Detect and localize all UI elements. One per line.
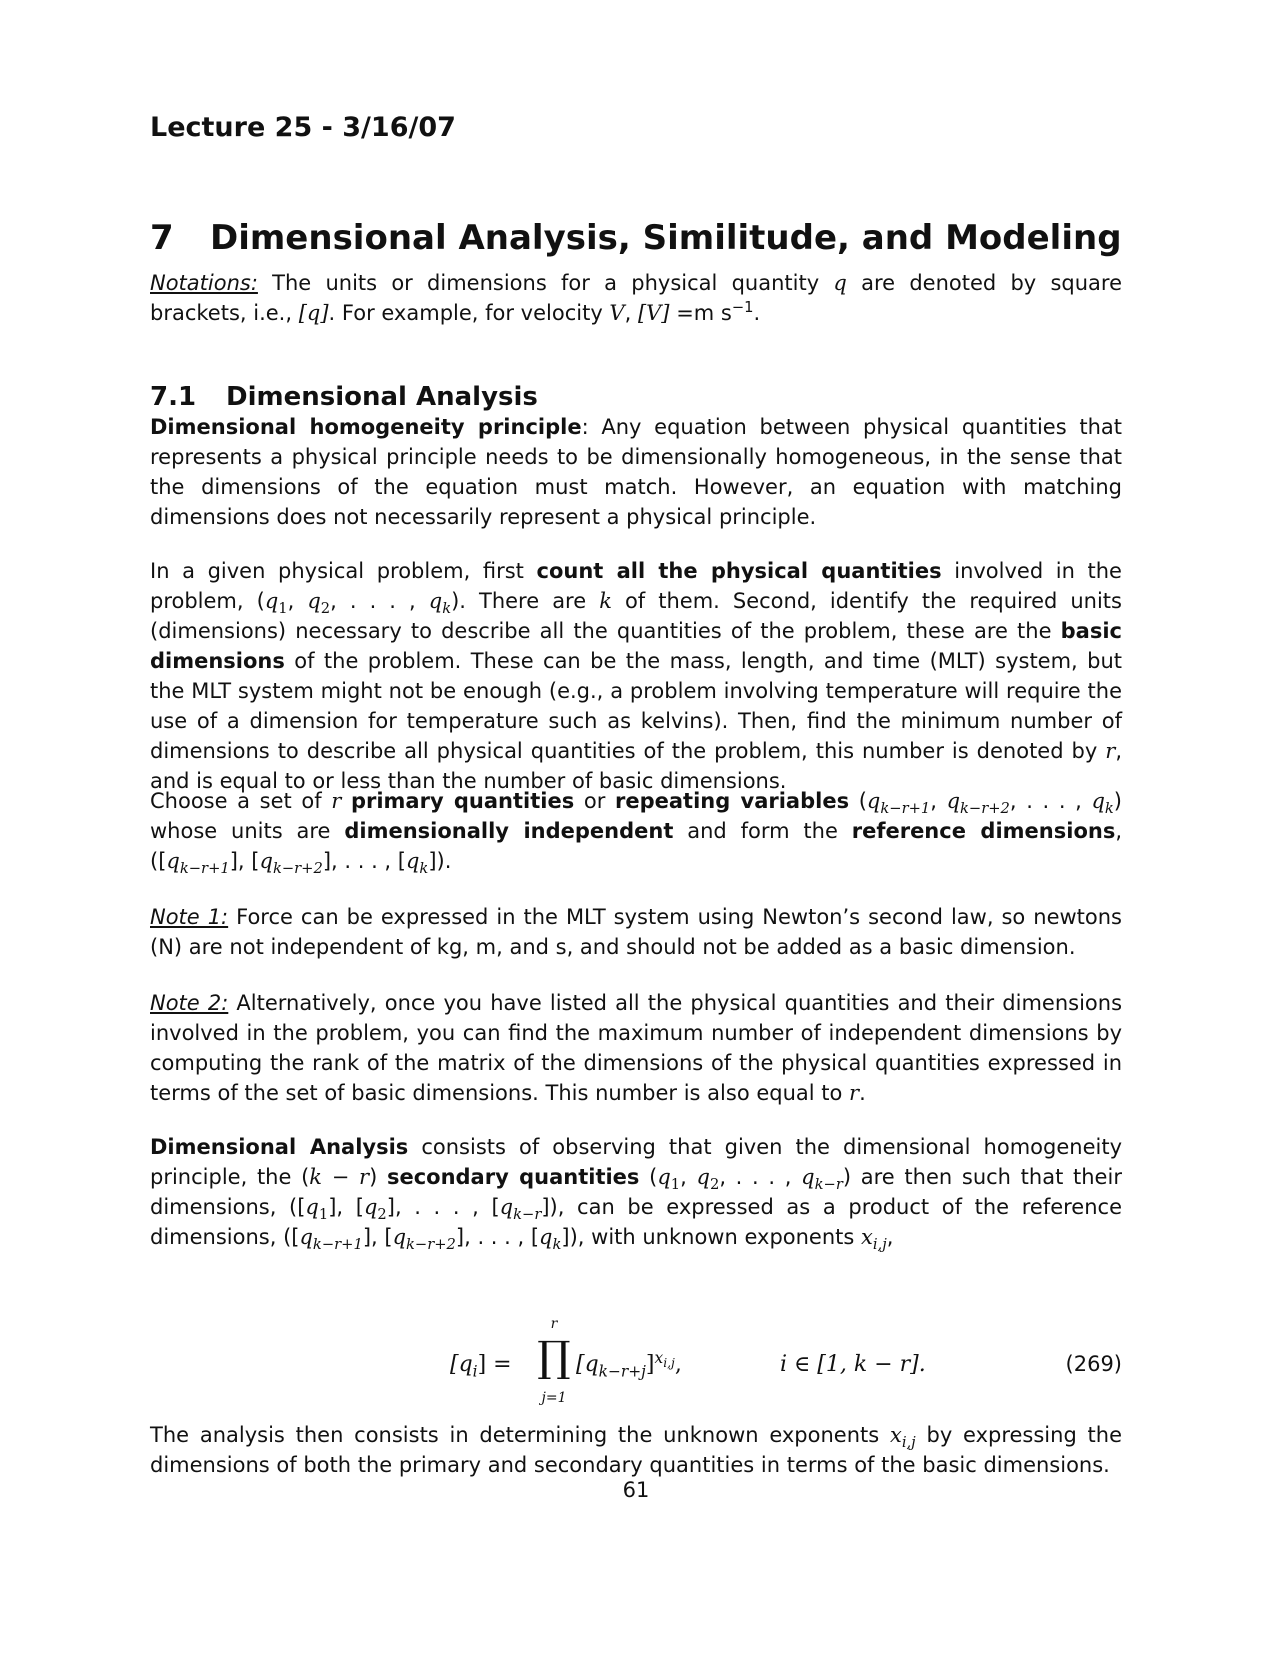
chapter-heading bbox=[150, 218, 1122, 258]
math: q bbox=[539, 1225, 553, 1249]
subscript: k bbox=[419, 860, 429, 878]
subscript: k−r+2 bbox=[406, 1236, 456, 1254]
math: [q bbox=[576, 1352, 599, 1377]
subscript: k bbox=[552, 1236, 562, 1254]
text: are denoted by square brackets, i.e., bbox=[150, 271, 1122, 325]
math: q bbox=[259, 849, 273, 873]
text: ]), can be expressed as a product of the reference dimensions, ([ bbox=[150, 1195, 1122, 1249]
text: ) whose units are bbox=[150, 789, 1122, 843]
text: , . . . , bbox=[330, 589, 429, 613]
text: . bbox=[753, 301, 761, 325]
math: q bbox=[801, 1165, 815, 1189]
text: consists of observing that given the dimensional homogeneity principle, the ( bbox=[150, 1135, 1122, 1189]
bold-term: dimensionally independent bbox=[344, 819, 674, 843]
math: q bbox=[428, 589, 443, 613]
text: , bbox=[680, 1165, 697, 1189]
equation-lhs bbox=[450, 1352, 512, 1381]
text: , bbox=[287, 589, 308, 613]
subscript: 1 bbox=[670, 1176, 681, 1194]
math: q bbox=[405, 849, 420, 873]
math: q bbox=[305, 1195, 319, 1219]
section-heading bbox=[150, 382, 538, 412]
text: The analysis then consists in determining the unknown exponents bbox=[150, 1423, 890, 1447]
text: ], . . . , [ bbox=[322, 849, 406, 873]
bold-term: primary quantities bbox=[350, 789, 575, 813]
text: Choose a set of bbox=[150, 789, 332, 813]
paragraph-homogeneity bbox=[150, 412, 1122, 532]
section-number: 7.1 bbox=[150, 382, 197, 412]
math: r bbox=[849, 1081, 860, 1105]
bold-term: repeating variables bbox=[614, 789, 850, 813]
subscript: 2 bbox=[320, 600, 331, 618]
subscript: k−r+2 bbox=[272, 860, 323, 878]
math: q bbox=[866, 789, 881, 813]
math: q bbox=[499, 1195, 514, 1219]
math: , bbox=[674, 1352, 682, 1377]
subscript: k bbox=[1104, 800, 1114, 818]
text: or bbox=[574, 789, 615, 813]
subscript: k−r+1 bbox=[880, 800, 931, 818]
text: by expressing the dimensions of both the primary and secondary quantities in terms of the basic dimensions. bbox=[150, 1423, 1123, 1477]
text: In a given physical problem, first bbox=[150, 559, 537, 583]
product-upper-limit: r bbox=[550, 1316, 558, 1332]
text bbox=[341, 789, 351, 813]
note-1 bbox=[150, 902, 1122, 962]
note-2 bbox=[150, 988, 1122, 1108]
subscript: i,j bbox=[663, 1355, 675, 1370]
subscript: 1 bbox=[318, 1206, 329, 1224]
math: q bbox=[833, 271, 847, 295]
math: x bbox=[654, 1348, 664, 1367]
math: [V] bbox=[637, 301, 670, 325]
math: q bbox=[363, 1195, 378, 1219]
chapter-title: Dimensional Analysis, Similitude, and Modeling bbox=[210, 218, 1122, 258]
text: =m s bbox=[669, 301, 732, 325]
text: The units or dimensions for a physical quantity bbox=[257, 271, 834, 295]
text: , . . . , bbox=[1009, 789, 1092, 813]
math: x bbox=[889, 1423, 902, 1447]
subscript: k−r+1 bbox=[312, 1236, 363, 1254]
subscript: 2 bbox=[377, 1206, 387, 1224]
bold-term: Dimensional Analysis bbox=[150, 1135, 409, 1159]
math: q bbox=[166, 849, 180, 873]
equation-factor bbox=[576, 1348, 682, 1381]
section-title: Dimensional Analysis bbox=[226, 382, 538, 412]
math: q bbox=[307, 589, 321, 613]
text: of the problem. These can be the mass, length, and time (MLT) system, but the MLT system might not be enough (e.g., a problem involving temperature will require the use of a dimension for temperature such as kelvins). Then, find the minimum number of dimensions to describe all physical quantities of the problem, this number is denoted by bbox=[150, 649, 1122, 763]
text: ) bbox=[369, 1165, 387, 1189]
text: . bbox=[859, 1081, 866, 1105]
text: . For example, for velocity bbox=[328, 301, 610, 325]
text: involved in the problem, ( bbox=[150, 559, 1122, 613]
text: , bbox=[886, 1225, 894, 1249]
subscript: k−r+j bbox=[598, 1362, 646, 1381]
math: q bbox=[299, 1225, 313, 1249]
text: ]), with unknown exponents bbox=[561, 1225, 862, 1249]
math: r bbox=[331, 789, 342, 813]
page-number: 61 bbox=[622, 1478, 650, 1502]
math: q bbox=[946, 789, 961, 813]
equation-domain: i ∈ [1, k − r]. bbox=[780, 1352, 926, 1377]
math: q bbox=[1091, 789, 1105, 813]
chapter-number: 7 bbox=[150, 218, 174, 258]
text: ( bbox=[849, 789, 867, 813]
text: , and is equal to or less than the number of basic dimensions. bbox=[150, 739, 1122, 793]
bold-term: basic dimensions bbox=[150, 619, 1122, 673]
text: ). There are bbox=[451, 589, 600, 613]
math: q bbox=[264, 589, 279, 613]
text: : Any equation between physical quantities that represents a physical principle needs to be dimensionally homogeneous, in the sense that the dimensions of the equation must match. However, an equation with matching dimensions does not necessarily represent a physical principle. bbox=[150, 415, 1122, 529]
math: k bbox=[599, 589, 612, 613]
bold-term: reference dimensions bbox=[851, 819, 1116, 843]
subscript: k−r+1 bbox=[179, 860, 230, 878]
text: , bbox=[930, 789, 947, 813]
math: r bbox=[1105, 739, 1116, 763]
math: x bbox=[861, 1225, 873, 1249]
text: ], . . . , [ bbox=[386, 1195, 500, 1219]
text: ], . . . , [ bbox=[455, 1225, 540, 1249]
subscript: k−r bbox=[513, 1206, 542, 1224]
math: k − r bbox=[309, 1165, 370, 1189]
text: ], [ bbox=[362, 1225, 393, 1249]
subscript: 2 bbox=[709, 1176, 720, 1194]
text: ) are then such that their dimensions, ([ bbox=[150, 1165, 1122, 1219]
math: q bbox=[696, 1165, 710, 1189]
math: [q] bbox=[298, 301, 329, 325]
subscript: k bbox=[442, 600, 452, 618]
text: Alternatively, once you have listed all the physical quantities and their dimensions involved in the problem, you can find the maximum number of independent dimensions by computing the rank of the matrix of the dimensions of the physical quantities expressed in terms of the set of basic dimensions. This number is also equal to bbox=[150, 991, 1123, 1105]
subscript: i,j bbox=[872, 1236, 887, 1254]
paragraph-dimensional-analysis bbox=[150, 1132, 1122, 1252]
bold-term: secondary quantities bbox=[386, 1165, 640, 1189]
math: q bbox=[392, 1225, 407, 1249]
note-2-label: Note 2: bbox=[150, 991, 229, 1015]
math: ] = bbox=[477, 1352, 512, 1377]
text: , . . . , bbox=[719, 1165, 802, 1189]
notations-label: Notations: bbox=[150, 271, 258, 295]
subscript: k−r+2 bbox=[960, 800, 1010, 818]
math: q bbox=[657, 1165, 671, 1189]
math: V bbox=[609, 301, 625, 325]
text: Force can be expressed in the MLT system using Newton’s second law, so newtons (N) are not independent of kg, m, and s, and should not be added as a basic dimension. bbox=[150, 905, 1122, 959]
subscript: i,j bbox=[901, 1434, 916, 1452]
exponent: −1 bbox=[731, 299, 754, 316]
text: ], [ bbox=[328, 1195, 364, 1219]
paragraph-count-quantities bbox=[150, 556, 1122, 796]
paragraph-primary-quantities bbox=[150, 786, 1122, 876]
bold-term: Dimensional homogeneity principle bbox=[150, 415, 582, 439]
text: , bbox=[624, 301, 638, 325]
math: [q bbox=[450, 1352, 473, 1377]
text: , ([ bbox=[150, 819, 1123, 873]
text: ( bbox=[639, 1165, 658, 1189]
equation-269 bbox=[150, 1316, 1122, 1416]
paragraph-analysis bbox=[150, 1420, 1122, 1480]
text: ]). bbox=[428, 849, 452, 873]
exponent bbox=[654, 1348, 675, 1370]
bold-term: count all the physical quantities bbox=[536, 559, 942, 583]
subscript: i bbox=[472, 1362, 478, 1381]
equation-number: (269) bbox=[1065, 1352, 1122, 1376]
product-lower-limit: j=1 bbox=[541, 1390, 567, 1406]
text: and form the bbox=[673, 819, 852, 843]
subscript: 1 bbox=[278, 600, 288, 618]
lecture-title: Lecture 25 - 3/16/07 bbox=[150, 112, 456, 143]
math: ] bbox=[645, 1352, 655, 1377]
text: of them. Second, identify the required units (dimensions) necessary to describe all the quantities of the problem, these are the bbox=[150, 589, 1122, 643]
subscript: k−r bbox=[814, 1176, 843, 1194]
note-1-label: Note 1: bbox=[150, 905, 229, 929]
notations-paragraph bbox=[150, 268, 1122, 328]
product-symbol: ∏ bbox=[537, 1332, 571, 1381]
text: ], [ bbox=[229, 849, 260, 873]
